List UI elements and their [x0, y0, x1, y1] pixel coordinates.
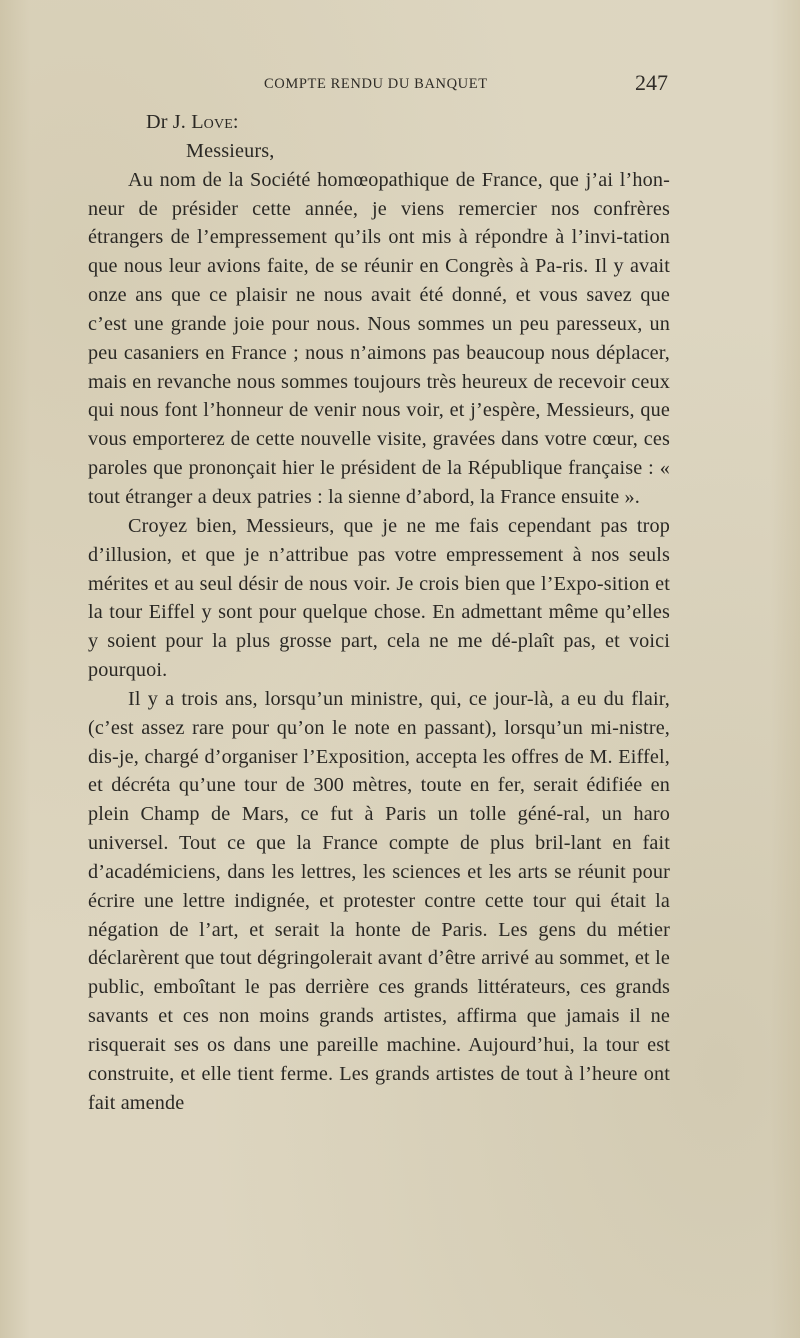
running-head: COMPTE RENDU DU BANQUET — [264, 76, 488, 92]
body-text — [88, 108, 670, 1118]
paragraph-1: Au nom de la Société homœopathique de France, que j’ai l’hon-neur de présider cette année, je viens remercier nos confrères étrangers de l’empressement qu’ils ont mis à répondre à l’invi-tation que nous leur avions faite, de se réunir en Congrès à Pa-ris. Il y avait onze ans que ce plaisir ne nous avait été donné, et vous savez que c’est une grande joie pour nous. Nous sommes un peu paresseux, un peu casaniers en France ; nous n’aimons pas beaucoup nous déplacer, mais en revanche nous sommes toujours très heureux de recevoir ceux qui nous font l’honneur de venir nous voir, et j’espère, Messieurs, que vous emporterez de cette nouvelle visite, gravées dans votre cœur, ces paroles que prononçait hier le président de la République française : « tout étranger a deux patries : la sienne d’abord, la France ensuite ». — [88, 168, 670, 508]
page-header — [88, 70, 668, 100]
page-number: 247 — [635, 70, 668, 95]
speaker-line — [88, 108, 670, 137]
salutation: Messieurs, — [186, 139, 275, 162]
speaker-suffix: : — [232, 111, 239, 133]
paragraph-3: Il y a trois ans, lorsqu’un ministre, qui, ce jour-là, a eu du flair, (c’est assez rare pour qu’on le note en passant), lorsqu’un mi-nistre, dis-je, chargé d’organiser l’Exposition, accepta les offres de M. Eiffel, et décréta qu’une tour de 300 mètres, toute en fer, serait édifiée en plein Champ de Mars, ce fut à Paris un tolle géné-ral, un haro universel. Tout ce que la France compte de plus bril-lant en fait d’académiciens, dans les lettres, les sciences et les arts se réunit pour écrire une lettre indignée, et protester contre cette tour qui était la négation de l’art, et serait la honte de Paris. Les gens du métier déclarèrent que tout dégringolerait avant d’être arrivé au sommet, et le public, emboîtant le pas derrière ces grands littérateurs, ces grands savants et ces non moins grands artistes, affirma que jamais il ne risquerait ses os dans une pareille machine. Aujourd’hui, la tour est construite, et elle tient ferme. Les grands artistes de tout à l’heure ont fait amende — [88, 687, 670, 1114]
speaker-name: Love — [191, 111, 233, 133]
speaker-prefix: Dr J. — [146, 111, 192, 133]
paragraph-2: Croyez bien, Messieurs, que je ne me fais cependant pas trop d’illusion, et que je n’attribue pas votre empressement à nos seuls mérites et au seul désir de nous voir. Je crois bien que l’Expo-sition et la tour Eiffel y sont pour quelque chose. En admettant même qu’elles y soient pour la plus grosse part, cela ne me dé-plaît pas, et voici pourquoi. — [88, 514, 670, 682]
